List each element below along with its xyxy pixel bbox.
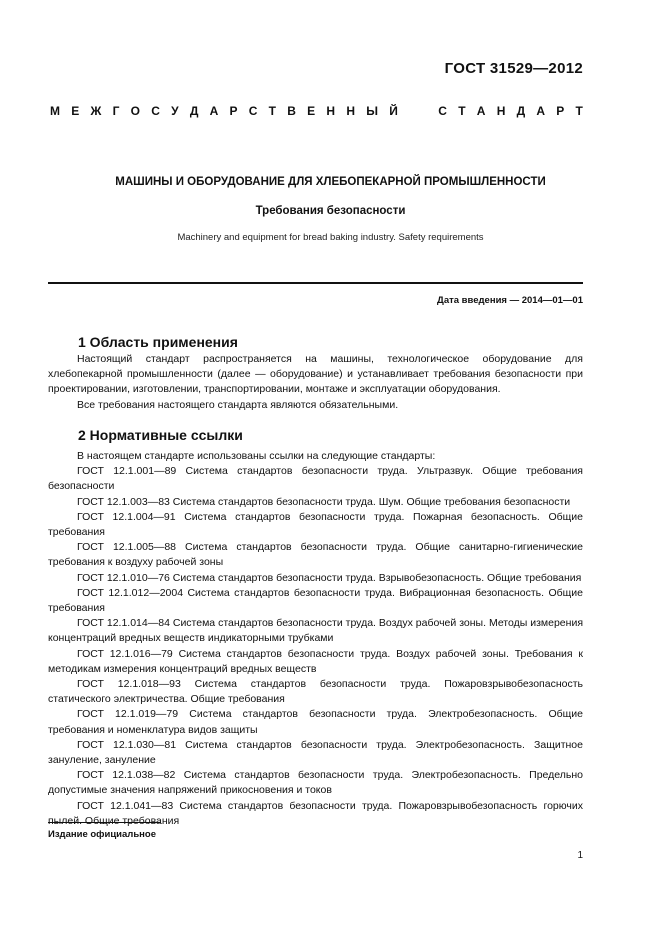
reference-entry: ГОСТ 12.1.016—79 Система стандартов безопасности труда. Воздух рабочей зоны. Требования к методикам измерения концентраций вредных веществ <box>48 647 583 675</box>
document-number: ГОСТ 31529—2012 <box>444 60 583 77</box>
reference-entry: ГОСТ 12.1.018—93 Система стандартов безопасности труда. Пожаровзрывобезопасность статического электричества. Общие требования <box>48 678 583 706</box>
title-divider <box>48 282 583 284</box>
section-heading-scope: 1 Область применения <box>78 334 238 350</box>
banner-letter: Т <box>268 104 277 118</box>
reference-entry: ГОСТ 12.1.041—83 Система стандартов безопасности труда. Пожаровзрывобезопасность горючих пылей. Общие требования <box>48 799 583 827</box>
banner-letter: О <box>130 104 140 118</box>
paragraph: Все требования настоящего стандарта являются обязательными. <box>77 398 399 411</box>
banner-letter: Г <box>112 104 120 118</box>
sub-title: Требования безопасности <box>255 205 406 217</box>
reference-entry: ГОСТ 12.1.012—2004 Система стандартов безопасности труда. Вибрационная безопасность. Общие требования <box>48 586 583 615</box>
banner-letter: А <box>536 104 546 118</box>
banner-letter: Н <box>346 104 355 118</box>
banner-word-gap <box>409 104 427 118</box>
section-heading-references: 2 Нормативные ссылки <box>78 427 243 443</box>
banner-letter: А <box>476 104 486 118</box>
paragraph: Настоящий стандарт распространяется на машины, технологическое оборудование для хлебопекарной промышленности (далее — оборудование) и устанавливает требования безопасности при проектировании, изготовлении, транспортировании, монтаже и эксплуатации оборудования. <box>48 353 583 396</box>
banner-letter: У <box>171 104 179 118</box>
reference-entry: ГОСТ 12.1.010—76 Система стандартов безопасности труда. Взрывобезопасность. Общие требования <box>77 571 582 584</box>
banner-letter: Д <box>189 104 199 118</box>
banner-letter: Д <box>516 104 526 118</box>
main-title: МАШИНЫ И ОБОРУДОВАНИЕ ДЛЯ ХЛЕБОПЕКАРНОЙ ПРОМЫШЛЕННОСТИ <box>115 176 546 188</box>
english-title: Machinery and equipment for bread baking industry. Safety requirements <box>177 232 484 243</box>
banner-letter: Й <box>389 104 398 118</box>
banner-letter: Т <box>458 104 466 118</box>
banner-letter: А <box>209 104 219 118</box>
banner-letter: С <box>151 104 160 118</box>
reference-entry: ГОСТ 12.1.038—82 Система стандартов безопасности труда. Электробезопасность. Предельно допустимые значения напряжений прикосновения и токов <box>48 769 583 797</box>
reference-entry: ГОСТ 12.1.005—88 Система стандартов безопасности труда. Общие санитарно-гигиенические требования к воздуху рабочей зоны <box>48 541 583 569</box>
interstate-standard-banner <box>50 104 583 118</box>
banner-letter: Е <box>71 104 80 118</box>
page-number: 1 <box>577 850 583 861</box>
banner-letter: Е <box>307 104 316 118</box>
reference-entry: ГОСТ 12.1.019—79 Система стандартов безопасности труда. Электробезопасность. Общие требования и номенклатура видов защиты <box>48 708 583 736</box>
edition-label: Издание официальное <box>48 829 156 840</box>
banner-letter: С <box>438 104 447 118</box>
reference-entry: ГОСТ 12.1.030—81 Система стандартов безопасности труда. Электробезопасность. Защитное зануление, зануление <box>48 738 583 767</box>
reference-entry: ГОСТ 12.1.014—84 Система стандартов безопасности труда. Воздух рабочей зоны. Методы измерения концентраций вредных веществ индикаторными трубками <box>48 617 583 645</box>
banner-letter: С <box>248 104 258 118</box>
banner-letter: М <box>50 104 60 118</box>
banner-letter: Ы <box>366 104 378 118</box>
section-body-references <box>48 449 583 829</box>
banner-letter: Н <box>326 104 336 118</box>
paragraph: В настоящем стандарте использованы ссылки на следующие стандарты: <box>77 450 436 462</box>
section-body-scope <box>48 352 583 413</box>
reference-entry: ГОСТ 12.1.001—89 Система стандартов безопасности труда. Ультразвук. Общие требования безопасности <box>48 465 583 493</box>
banner-letter: Ж <box>90 104 102 118</box>
introduction-date: Дата введения — 2014—01—01 <box>437 295 583 306</box>
banner-letter: Р <box>229 104 238 118</box>
reference-entry: ГОСТ 12.1.004—91 Система стандартов безопасности труда. Пожарная безопасность. Общие требования <box>48 510 583 539</box>
banner-letter: Н <box>496 104 506 118</box>
banner-letter: Т <box>575 104 583 118</box>
footer-divider <box>48 822 161 823</box>
reference-entry: ГОСТ 12.1.003—83 Система стандартов безопасности труда. Шум. Общие требования безопасности <box>77 495 571 508</box>
banner-letter: В <box>287 104 296 118</box>
banner-letter: Р <box>556 104 565 118</box>
